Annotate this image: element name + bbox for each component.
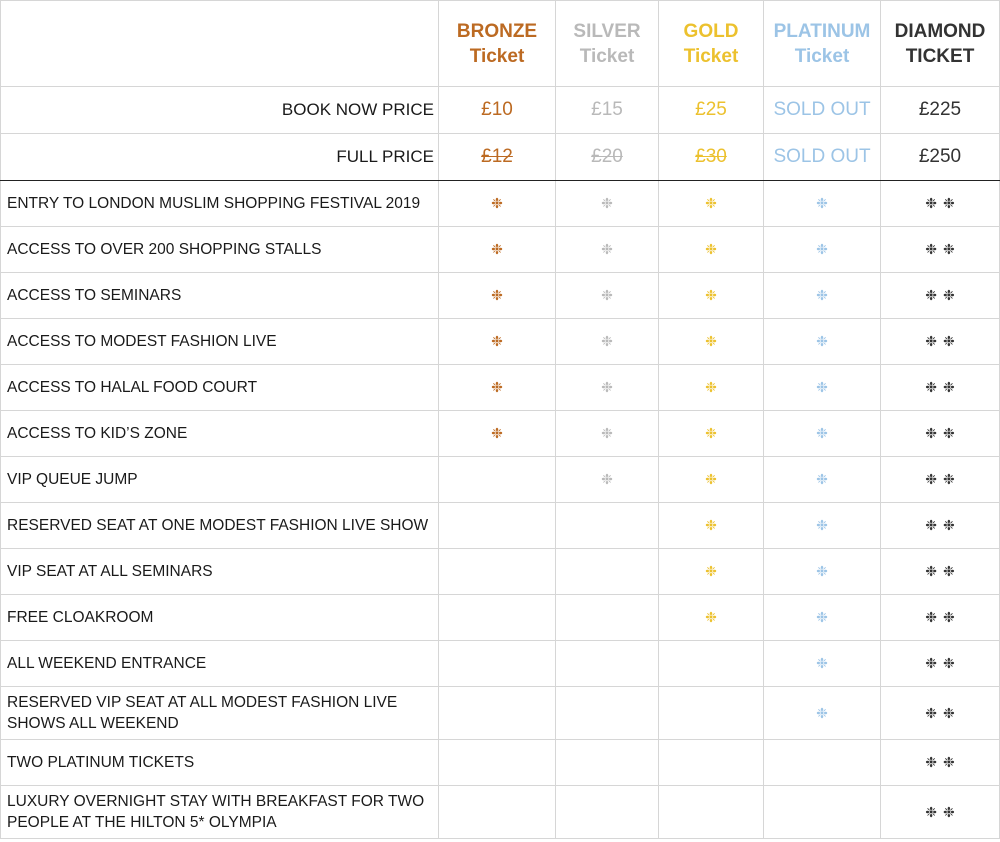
bronze-feature-cell [439, 457, 556, 503]
gold-feature-cell [659, 457, 764, 503]
flower-bullet-icon: ❉ [816, 333, 828, 349]
gold-feature-cell [659, 411, 764, 457]
tier-header-silver [556, 1, 659, 87]
feature-label: VIP QUEUE JUMP [1, 457, 439, 503]
feature-row [1, 595, 1000, 641]
flower-bullet-icon: ❉ [943, 803, 955, 820]
gold-feature-cell [659, 687, 764, 740]
flower-bullet-icon: ❉ [705, 563, 717, 579]
platinum-feature-cell [764, 319, 881, 365]
silver-feature-cell [556, 786, 659, 839]
gold-book-now-price: £25 [659, 87, 764, 134]
flower-bullet-icon: ❉ [816, 287, 828, 303]
bronze-feature-cell [439, 740, 556, 786]
feature-label: ACCESS TO KID’S ZONE [1, 411, 439, 457]
feature-label: RESERVED VIP SEAT AT ALL MODEST FASHION LIVE SHOWS ALL WEEKEND [1, 687, 439, 740]
diamond-feature-cell [881, 549, 1000, 595]
gold-feature-cell [659, 181, 764, 227]
bronze-feature-cell [439, 549, 556, 595]
silver-book-now-price: £15 [556, 87, 659, 134]
flower-bullet-icon: ❉ [601, 195, 613, 211]
tier-subtitle: Ticket [469, 45, 525, 67]
platinum-feature-cell [764, 687, 881, 740]
diamond-feature-cell [881, 786, 1000, 839]
feature-label: ACCESS TO HALAL FOOD COURT [1, 365, 439, 411]
tier-subtitle: TICKET [905, 45, 975, 67]
flower-bullet-icon: ❉ [601, 471, 613, 487]
tier-header-diamond [881, 1, 1000, 87]
flower-bullet-icon: ❉ [816, 563, 828, 579]
feature-row [1, 273, 1000, 319]
silver-feature-cell [556, 503, 659, 549]
tier-subtitle: Ticket [794, 45, 850, 67]
diamond-book-now-price: £225 [881, 87, 1000, 134]
silver-feature-cell [556, 181, 659, 227]
platinum-feature-cell [764, 411, 881, 457]
flower-bullet-icon: ❉ [491, 287, 503, 303]
flower-bullet-icon: ❉ [816, 425, 828, 441]
platinum-feature-cell [764, 549, 881, 595]
gold-feature-cell [659, 273, 764, 319]
gold-feature-cell [659, 786, 764, 839]
flower-bullet-icon: ❉ [943, 425, 955, 441]
flower-bullet-icon: ❉ [816, 517, 828, 533]
feature-row [1, 227, 1000, 273]
tier-header-platinum [764, 1, 881, 87]
silver-feature-cell [556, 273, 659, 319]
flower-bullet-icon: ❉ [925, 195, 937, 211]
diamond-feature-cell [881, 457, 1000, 503]
diamond-feature-cell [881, 181, 1000, 227]
bronze-feature-cell [439, 687, 556, 740]
flower-bullet-icon: ❉ [925, 754, 937, 770]
feature-label: ACCESS TO MODEST FASHION LIVE [1, 319, 439, 365]
diamond-feature-cell [881, 595, 1000, 641]
diamond-feature-cell [881, 687, 1000, 740]
tier-name: DIAMOND [894, 20, 986, 42]
gold-feature-cell [659, 319, 764, 365]
feature-row [1, 319, 1000, 365]
platinum-feature-cell [764, 740, 881, 786]
bronze-feature-cell [439, 319, 556, 365]
tier-subtitle: Ticket [683, 45, 739, 67]
feature-label: VIP SEAT AT ALL SEMINARS [1, 549, 439, 595]
flower-bullet-icon: ❉ [925, 287, 937, 303]
flower-bullet-icon: ❉ [705, 379, 717, 395]
silver-feature-cell [556, 595, 659, 641]
silver-feature-cell [556, 365, 659, 411]
flower-bullet-icon: ❉ [943, 379, 955, 395]
tier-header-row [1, 1, 1000, 87]
platinum-feature-cell [764, 365, 881, 411]
tier-subtitle: Ticket [579, 45, 635, 67]
feature-label: RESERVED SEAT AT ONE MODEST FASHION LIVE SHOW [1, 503, 439, 549]
flower-bullet-icon: ❉ [601, 287, 613, 303]
tier-name: SILVER [573, 20, 641, 42]
platinum-full-price: SOLD OUT [764, 134, 881, 181]
platinum-feature-cell [764, 595, 881, 641]
flower-bullet-icon: ❉ [705, 471, 717, 487]
flower-bullet-icon: ❉ [925, 803, 937, 820]
flower-bullet-icon: ❉ [943, 517, 955, 533]
silver-feature-cell [556, 687, 659, 740]
diamond-feature-cell [881, 411, 1000, 457]
platinum-book-now-price: SOLD OUT [764, 87, 881, 134]
feature-label: ACCESS TO OVER 200 SHOPPING STALLS [1, 227, 439, 273]
diamond-feature-cell [881, 273, 1000, 319]
tier-name: BRONZE [456, 20, 538, 42]
silver-feature-cell [556, 319, 659, 365]
silver-full-price: £20 [556, 134, 659, 181]
flower-bullet-icon: ❉ [925, 241, 937, 257]
flower-bullet-icon: ❉ [816, 704, 828, 721]
flower-bullet-icon: ❉ [705, 241, 717, 257]
silver-feature-cell [556, 457, 659, 503]
platinum-feature-cell [764, 227, 881, 273]
flower-bullet-icon: ❉ [943, 655, 955, 671]
flower-bullet-icon: ❉ [943, 241, 955, 257]
flower-bullet-icon: ❉ [601, 425, 613, 441]
feature-row [1, 503, 1000, 549]
flower-bullet-icon: ❉ [943, 195, 955, 211]
feature-row [1, 641, 1000, 687]
feature-row [1, 181, 1000, 227]
gold-feature-cell [659, 641, 764, 687]
flower-bullet-icon: ❉ [491, 333, 503, 349]
feature-label: ALL WEEKEND ENTRANCE [1, 641, 439, 687]
gold-feature-cell [659, 595, 764, 641]
feature-row [1, 786, 1000, 839]
flower-bullet-icon: ❉ [943, 704, 955, 721]
bronze-feature-cell [439, 181, 556, 227]
diamond-feature-cell [881, 503, 1000, 549]
silver-feature-cell [556, 549, 659, 595]
header-corner [1, 1, 439, 87]
flower-bullet-icon: ❉ [491, 241, 503, 257]
bronze-feature-cell [439, 595, 556, 641]
flower-bullet-icon: ❉ [816, 471, 828, 487]
diamond-feature-cell [881, 227, 1000, 273]
flower-bullet-icon: ❉ [925, 471, 937, 487]
bronze-feature-cell [439, 411, 556, 457]
flower-bullet-icon: ❉ [816, 195, 828, 211]
gold-feature-cell [659, 740, 764, 786]
tier-name: PLATINUM [773, 20, 871, 42]
flower-bullet-icon: ❉ [816, 241, 828, 257]
tier-header-gold [659, 1, 764, 87]
flower-bullet-icon: ❉ [705, 517, 717, 533]
flower-bullet-icon: ❉ [943, 471, 955, 487]
platinum-feature-cell [764, 457, 881, 503]
flower-bullet-icon: ❉ [816, 655, 828, 671]
gold-feature-cell [659, 227, 764, 273]
flower-bullet-icon: ❉ [943, 333, 955, 349]
bronze-full-price: £12 [439, 134, 556, 181]
flower-bullet-icon: ❉ [491, 379, 503, 395]
flower-bullet-icon: ❉ [705, 609, 717, 625]
feature-label: LUXURY OVERNIGHT STAY WITH BREAKFAST FOR TWO PEOPLE AT THE HILTON 5* OLYMPIA [1, 786, 439, 839]
gold-full-price: £30 [659, 134, 764, 181]
flower-bullet-icon: ❉ [943, 609, 955, 625]
tier-name: GOLD [683, 20, 739, 42]
flower-bullet-icon: ❉ [705, 333, 717, 349]
feature-row [1, 457, 1000, 503]
flower-bullet-icon: ❉ [601, 241, 613, 257]
diamond-feature-cell [881, 365, 1000, 411]
silver-feature-cell [556, 740, 659, 786]
flower-bullet-icon: ❉ [705, 425, 717, 441]
feature-row [1, 411, 1000, 457]
flower-bullet-icon: ❉ [925, 563, 937, 579]
tier-header-bronze [439, 1, 556, 87]
book-now-price-row [1, 87, 1000, 134]
flower-bullet-icon: ❉ [925, 425, 937, 441]
flower-bullet-icon: ❉ [925, 333, 937, 349]
platinum-feature-cell [764, 273, 881, 319]
platinum-feature-cell [764, 181, 881, 227]
feature-row [1, 549, 1000, 595]
flower-bullet-icon: ❉ [943, 754, 955, 770]
feature-label: ACCESS TO SEMINARS [1, 273, 439, 319]
flower-bullet-icon: ❉ [925, 379, 937, 395]
flower-bullet-icon: ❉ [705, 195, 717, 211]
flower-bullet-icon: ❉ [925, 609, 937, 625]
gold-feature-cell [659, 503, 764, 549]
bronze-feature-cell [439, 273, 556, 319]
feature-row [1, 687, 1000, 740]
flower-bullet-icon: ❉ [943, 563, 955, 579]
diamond-full-price: £250 [881, 134, 1000, 181]
platinum-feature-cell [764, 503, 881, 549]
flower-bullet-icon: ❉ [705, 287, 717, 303]
platinum-feature-cell [764, 641, 881, 687]
bronze-feature-cell [439, 503, 556, 549]
flower-bullet-icon: ❉ [491, 425, 503, 441]
flower-bullet-icon: ❉ [925, 704, 937, 721]
silver-feature-cell [556, 227, 659, 273]
diamond-feature-cell [881, 319, 1000, 365]
gold-feature-cell [659, 365, 764, 411]
full-price-label: FULL PRICE [1, 134, 439, 181]
flower-bullet-icon: ❉ [925, 517, 937, 533]
silver-feature-cell [556, 411, 659, 457]
flower-bullet-icon: ❉ [943, 287, 955, 303]
flower-bullet-icon: ❉ [816, 379, 828, 395]
diamond-feature-cell [881, 641, 1000, 687]
feature-label: ENTRY TO LONDON MUSLIM SHOPPING FESTIVAL 2019 [1, 181, 439, 227]
bronze-feature-cell [439, 786, 556, 839]
flower-bullet-icon: ❉ [601, 333, 613, 349]
full-price-row [1, 134, 1000, 181]
silver-feature-cell [556, 641, 659, 687]
book-now-price-label: BOOK NOW PRICE [1, 87, 439, 134]
flower-bullet-icon: ❉ [816, 609, 828, 625]
platinum-feature-cell [764, 786, 881, 839]
feature-row [1, 740, 1000, 786]
flower-bullet-icon: ❉ [925, 655, 937, 671]
feature-label: TWO PLATINUM TICKETS [1, 740, 439, 786]
feature-label: FREE CLOAKROOM [1, 595, 439, 641]
bronze-feature-cell [439, 365, 556, 411]
feature-row [1, 365, 1000, 411]
flower-bullet-icon: ❉ [491, 195, 503, 211]
bronze-book-now-price: £10 [439, 87, 556, 134]
diamond-feature-cell [881, 740, 1000, 786]
flower-bullet-icon: ❉ [601, 379, 613, 395]
bronze-feature-cell [439, 227, 556, 273]
bronze-feature-cell [439, 641, 556, 687]
gold-feature-cell [659, 549, 764, 595]
